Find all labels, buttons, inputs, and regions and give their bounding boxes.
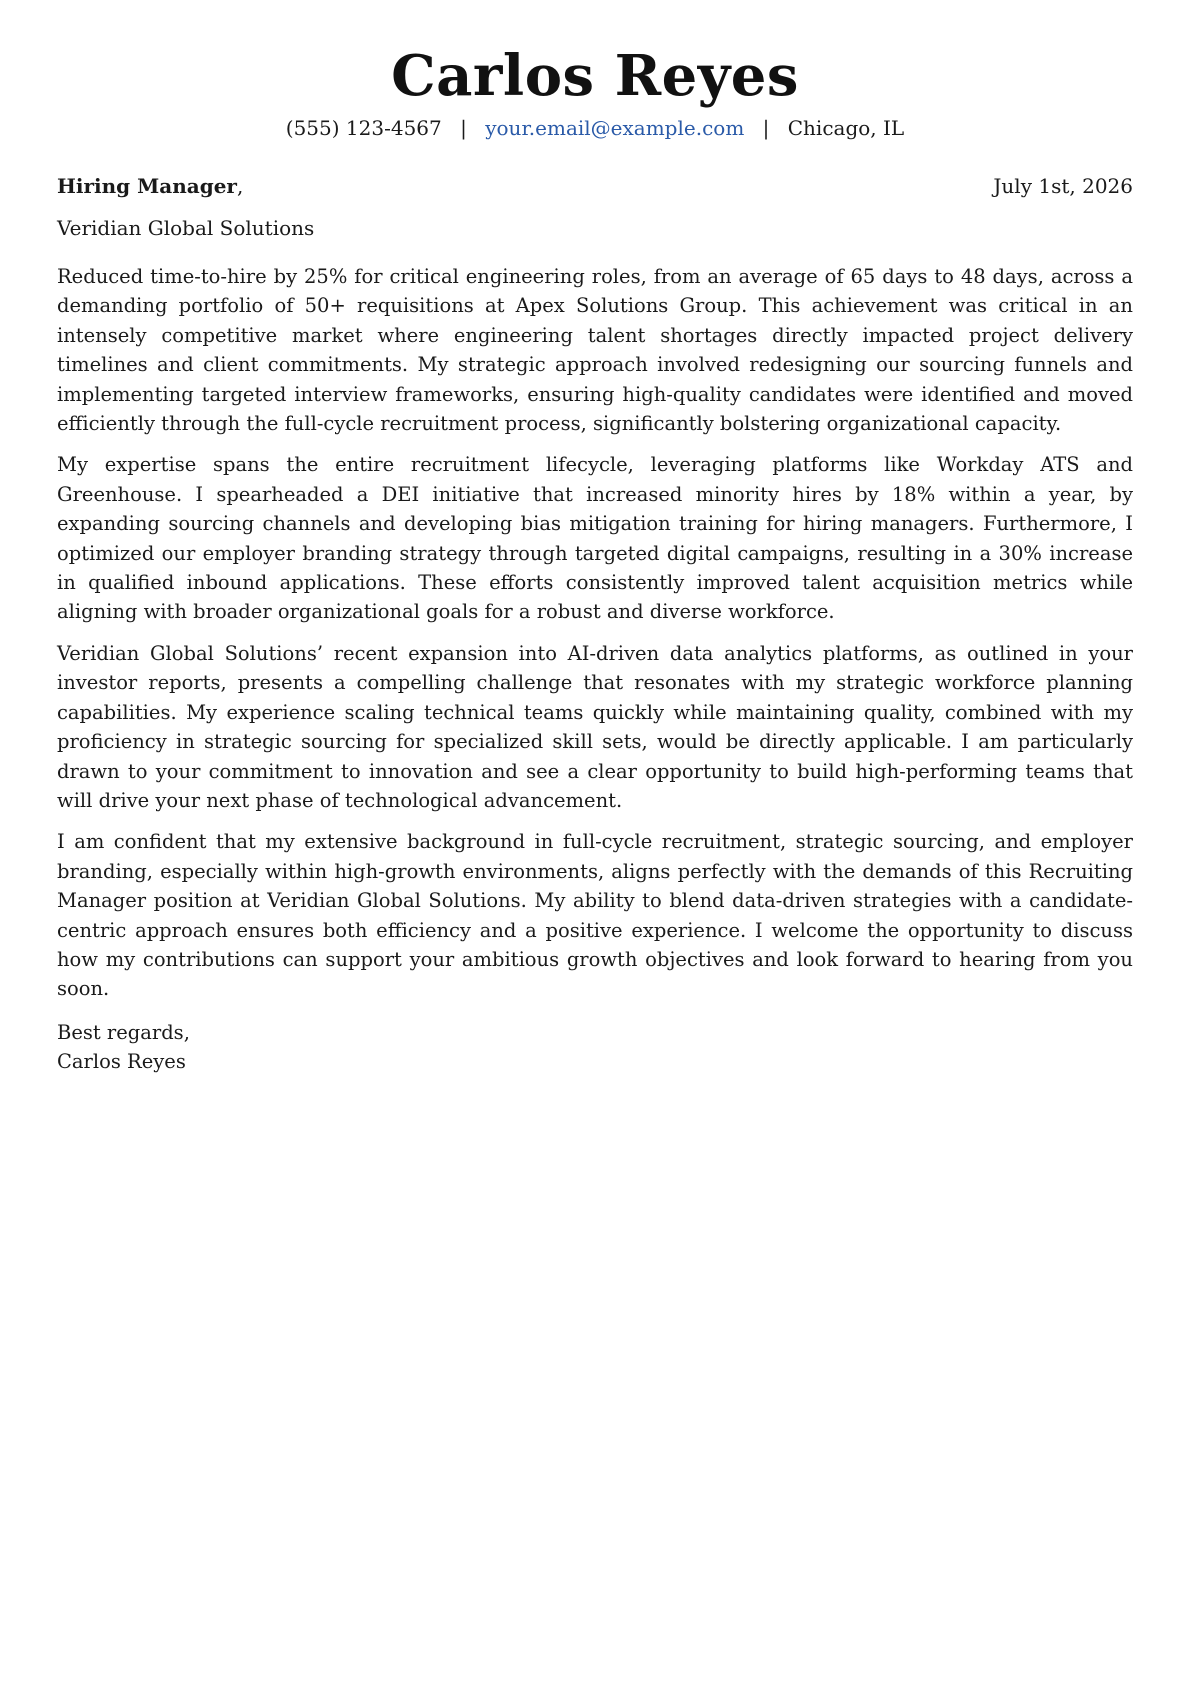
salutation bbox=[57, 172, 243, 200]
letter-closing bbox=[57, 1018, 1133, 1076]
phone-number: (555) 123-4567 bbox=[285, 116, 442, 140]
body-paragraph: Veridian Global Solutions’ recent expansion into AI-driven data analytics platforms, as outlined in your investor reports, presents a compelling challenge that resonates with my strategic workforce planning capabilities. My experience scaling technical teams quickly while maintaining quality, combined with my proficiency in strategic sourcing for specialized skill sets, would be directly applicable. I am particularly drawn to your commitment to innovation and see a clear opportunity to build high-performing teams that will drive your next phase of technological advancement. bbox=[57, 641, 1133, 812]
location: Chicago, IL bbox=[787, 116, 905, 140]
salutation-punctuation: , bbox=[236, 174, 244, 198]
contact-separator: | bbox=[762, 116, 770, 140]
recipient-date-row bbox=[57, 172, 1133, 200]
contact-separator: | bbox=[460, 116, 467, 140]
letter-date: July 1st, 2026 bbox=[993, 174, 1133, 198]
letter-body bbox=[57, 262, 1133, 1004]
body-paragraph: My expertise spans the entire recruitment lifecycle, leveraging platforms like Workday ATS and Greenhouse. I spearheaded a DEI initiative that increased minority hires by 18% within a year, by expanding sourcing channels and developing bias mitigation training for hiring managers. Furthermore, I optimized our employer branding strategy through targeted digital campaigns, resulting in a 30% increase in qualified inbound applications. These efforts consistently improved talent acquisition metrics while aligning with broader organizational goals for a robust and diverse workforce. bbox=[57, 453, 1133, 624]
body-paragraph: Reduced time-to-hire by 25% for critical engineering roles, from an average of 65 days to 48 days, across a demanding portfolio of 50+ requisitions at Apex Solutions Group. This achievement was critical in an intensely competitive market where engineering talent shortages directly impacted project delivery timelines and client commitments. My strategic approach involved redesigning our sourcing funnels and implementing targeted interview frameworks, ensuring high-quality candidates were identified and moved efficiently through the full-cycle recruitment process, significantly bolstering organizational capacity. bbox=[57, 265, 1133, 436]
cover-letter-page bbox=[57, 0, 1133, 1076]
recipient-company: Veridian Global Solutions bbox=[57, 216, 315, 240]
signoff: Best regards, bbox=[57, 1020, 190, 1044]
recipient-name: Hiring Manager bbox=[57, 174, 237, 198]
contact-line bbox=[57, 114, 1133, 142]
email-link[interactable]: your.email@example.com bbox=[485, 116, 745, 140]
applicant-name: Carlos Reyes bbox=[391, 43, 799, 109]
signature-name: Carlos Reyes bbox=[57, 1049, 186, 1073]
body-paragraph: I am confident that my extensive background in full-cycle recruitment, strategic sourcing, and employer branding, especially within high-growth environments, aligns perfectly with the demands of this Recruiting Manager position at Veridian Global Solutions. My ability to blend data-driven strategies with a candidate-centric approach ensures both efficiency and a positive experience. I welcome the opportunity to discuss how my contributions can support your ambitious growth objectives and look forward to hearing from you soon. bbox=[57, 830, 1133, 1001]
